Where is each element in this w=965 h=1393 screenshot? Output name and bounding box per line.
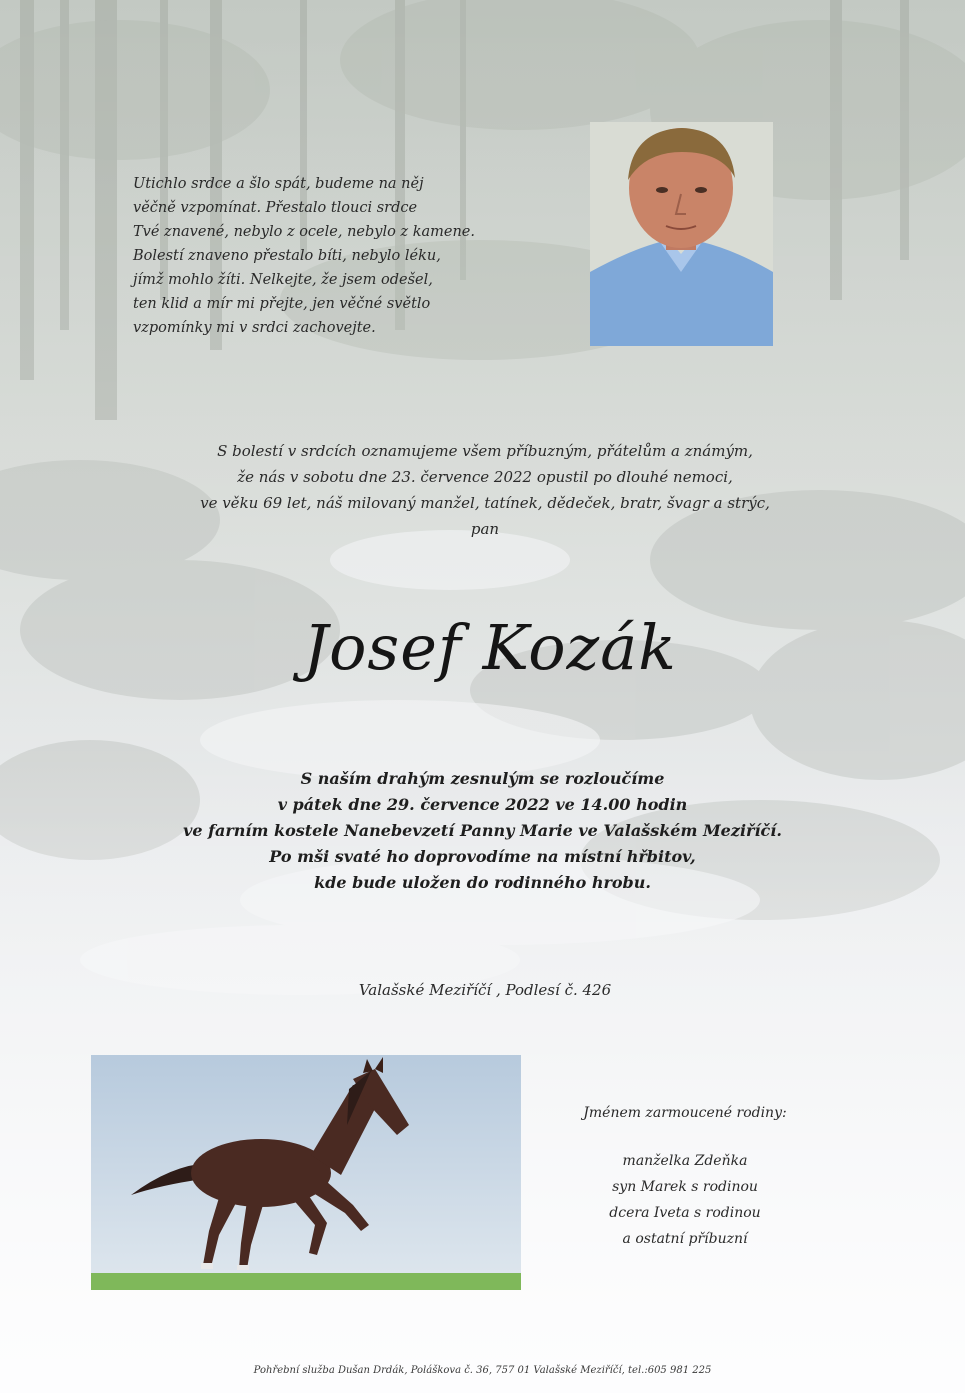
ceremony-line: S naším drahým zesnulým se rozloučíme xyxy=(300,769,665,788)
family-member: manželka Zdeňka xyxy=(622,1153,748,1169)
announcement-line: pan xyxy=(470,520,500,538)
ceremony-line: kde bude uložen do rodinného hrobu. xyxy=(314,873,651,892)
poem-line: vzpomínky mi v srdci zachovejte. xyxy=(133,320,376,336)
poem-line: věčně vzpomínat. Přestalo tlouci srdce xyxy=(133,200,418,216)
announcement-line: S bolestí v srdcích oznamujeme všem příbuzným, přátelům a známým, xyxy=(217,442,753,460)
family-heading: Jménem zarmoucené rodiny: xyxy=(583,1105,787,1121)
announcement-line: že nás v sobotu dne 23. července 2022 opustil po dlouhé nemoci, xyxy=(237,468,733,486)
poem-line: Tvé znavené, nebylo z ocele, nebylo z kamene. xyxy=(133,224,475,240)
family-member: a ostatní příbuzní xyxy=(622,1231,748,1247)
announcement-line: ve věku 69 let, náš milovaný manžel, tatínek, dědeček, bratr, švagr a strýc, xyxy=(200,494,770,512)
death-announcement xyxy=(120,438,850,542)
family-signature xyxy=(560,1100,810,1252)
poem-line: Bolestí znaveno přestalo bíti, nebylo léku, xyxy=(133,248,441,264)
family-member: syn Marek s rodinou xyxy=(612,1179,758,1195)
spacer xyxy=(560,1126,810,1148)
funeral-service-footer: Pohřební služba Dušan Drdák, Poláškova č. 36, 757 01 Valašské Meziříčí, tel.:605 981 225 xyxy=(253,1365,712,1376)
ceremony-line: ve farním kostele Nanebevzetí Panny Marie ve Valašském Meziříčí. xyxy=(183,821,782,840)
ceremony-line: Po mši svaté ho doprovodíme na místní hřbitov, xyxy=(269,847,696,866)
poem-line: ten klid a mír mi přejte, jen věčné světlo xyxy=(133,296,431,312)
deceased-name: Josef Kozák xyxy=(303,611,677,684)
horse-photo xyxy=(91,1055,521,1290)
family-member: dcera Iveta s rodinou xyxy=(609,1205,761,1221)
ceremony-line: v pátek dne 29. července 2022 ve 14.00 hodin xyxy=(277,795,688,814)
memorial-poem xyxy=(133,172,493,340)
poem-line: jímž mohlo žíti. Nelkejte, že jsem odešel, xyxy=(133,272,433,288)
portrait-photo xyxy=(590,122,773,346)
funeral-ceremony-info xyxy=(120,766,845,896)
family-address: Valašské Meziříčí , Podlesí č. 426 xyxy=(358,981,612,999)
poem-line: Utichlo srdce a šlo spát, budeme na něj xyxy=(133,176,424,192)
